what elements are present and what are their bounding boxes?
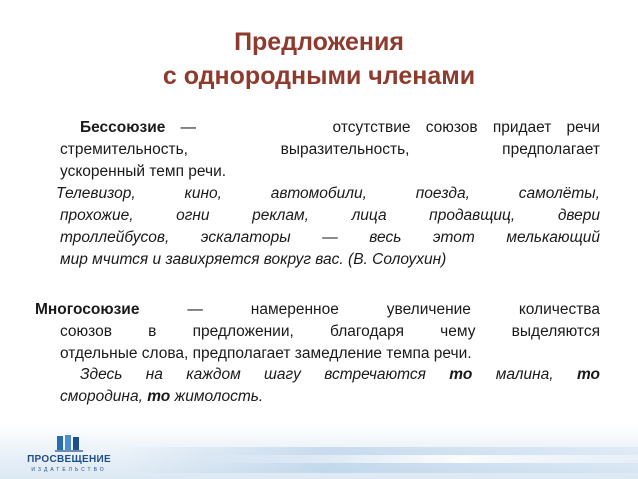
p3-line-1: [35, 299, 600, 321]
p3-line-2: союзов в предложении, благодаря чему выделяются: [60, 323, 600, 340]
p2-line-2: прохожие, огни реклам, лица продавщиц, двери: [60, 207, 600, 224]
title-line-2: с однородными членами: [162, 62, 476, 90]
p1-line-1: [60, 117, 600, 139]
paragraph-polysyndeton: [35, 299, 600, 365]
p2-line-1: Телевизор, кино, автомобили, поезда, самолёты,: [56, 185, 600, 202]
term-polysyndeton: Многосоюзие: [35, 301, 140, 318]
paragraph-asyndeton: [60, 117, 600, 183]
slide-title: [0, 25, 638, 93]
paragraph-example-soloukhin: [56, 183, 600, 271]
p3-line-1-text: — намеренное увеличение количества: [139, 301, 600, 318]
term-asyndeton: Бессоюзие: [80, 119, 166, 136]
p4-text-a: Здесь на каждом шагу встречаются: [80, 366, 450, 383]
paragraph-example-polysyndeton: [60, 364, 600, 408]
p2-line-3: троллейбусов, эскалаторы — весь этот мелькающий: [60, 229, 600, 246]
publisher-logo: [14, 434, 124, 474]
p3-line-3: отдельные слова, предполагает замедление темпа речи.: [60, 345, 472, 362]
p1-line-3: ускоренный темп речи.: [60, 163, 227, 180]
p4-text-c: смородина,: [60, 388, 148, 405]
title-line-1: Предложения: [234, 28, 404, 56]
p4-line-2: [60, 386, 600, 408]
logo-title: ПРОСВЕЩЕНИЕ: [27, 454, 111, 465]
p4-emph-1: то: [449, 366, 473, 383]
book-icon: [55, 434, 83, 452]
p1-line-1-text: отсутствие союзов придает речи: [332, 119, 600, 136]
p4-line-1: [60, 364, 600, 386]
p4-emph-2: то: [576, 366, 600, 383]
p4-text-b: малина,: [472, 366, 577, 383]
p4-emph-3: то: [147, 388, 171, 405]
p4-text-d: жимолость.: [170, 388, 264, 405]
p1-dash: —: [165, 119, 197, 136]
footer-highlight: [200, 455, 638, 463]
logo-subtitle: ИЗДАТЕЛЬСТВО: [31, 467, 107, 473]
p1-line-2: стремительность, выразительность, предполагает: [60, 141, 600, 158]
p2-line-4: мир мчится и завихряется вокруг вас. (В. Солоухин): [60, 251, 447, 268]
